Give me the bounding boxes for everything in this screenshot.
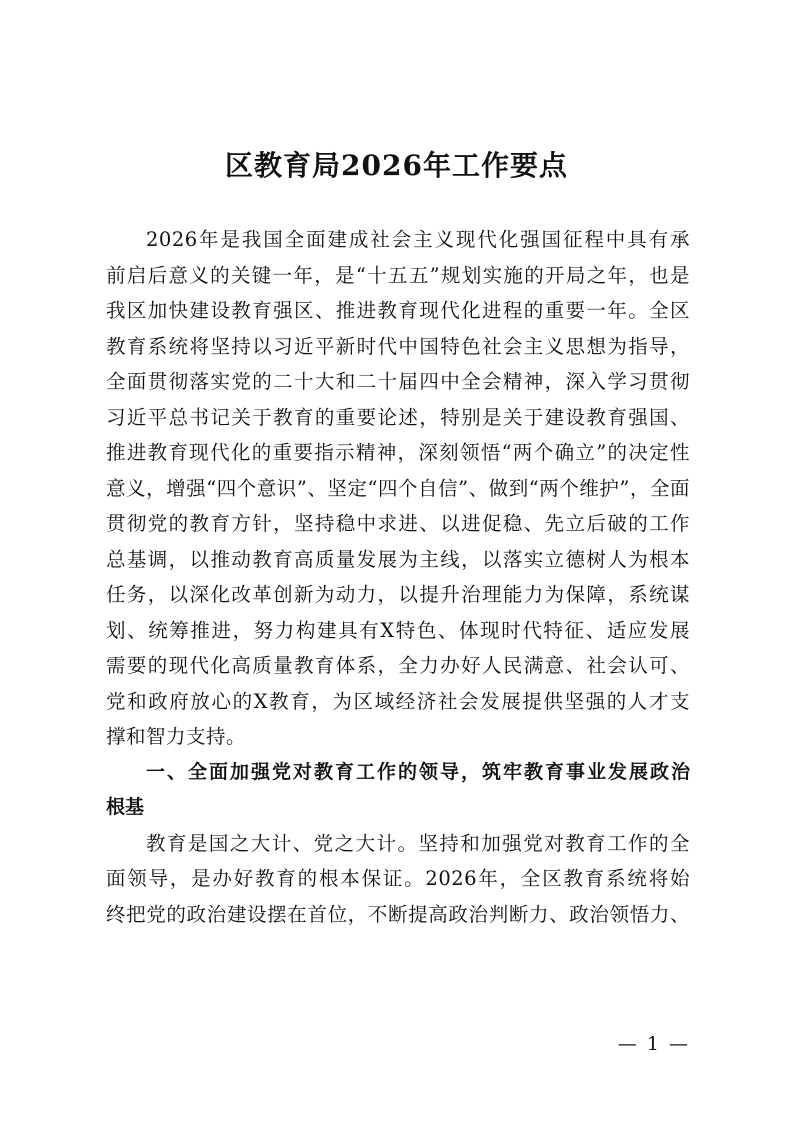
document-body (106, 222, 690, 932)
section-heading-line: 一、全面加强党对教育工作的领导，筑牢教育事业发展政治 (146, 760, 690, 783)
page-number: — 1 — (617, 1033, 690, 1055)
paragraph-line: 划、统筹推进，努力构建具有X特色、体现时代特征、适应发展 (106, 618, 690, 642)
paragraph-line: 习近平总书记关于教育的重要论述，特别是关于建设教育强国、 (106, 405, 690, 429)
paragraph-line: 总基调，以推动教育高质量发展为主线，以落实立德树人为根本 (106, 547, 690, 571)
paragraph-line: 党和政府放心的X教育，为区域经济社会发展提供坚强的人才支 (106, 689, 690, 713)
section-1-paragraph (106, 826, 690, 933)
paragraph-line: 面领导，是办好教育的根本保证。2026年，全区教育系统将始 (106, 867, 690, 890)
paragraph-line: 贯彻党的教育方针，坚持稳中求进、以进促稳、先立后破的工作 (106, 512, 690, 535)
paragraph-line: 任务，以深化改革创新为动力，以提升治理能力为保障，系统谋 (106, 583, 690, 606)
paragraph-line: 教育是国之大计、党之大计。坚持和加强党对教育工作的全 (146, 831, 690, 855)
section-1-heading (106, 755, 690, 826)
intro-paragraph (106, 222, 690, 755)
paragraph-line: 撑和智力支持。 (106, 725, 247, 748)
paragraph-line: 我区加快建设教育强区、推进教育现代化进程的重要一年。全区 (106, 299, 690, 322)
paragraph-line: 终把党的政治建设摆在首位，不断提高政治判断力、政治领悟力、 (106, 902, 690, 926)
paragraph-line: 教育系统将坚持以习近平新时代中国特色社会主义思想为指导， (106, 334, 690, 358)
paragraph-line: 前启后意义的关键一年，是“十五五”规划实施的开局之年，也是 (106, 263, 690, 287)
document-title: 区教育局2026年工作要点 (225, 149, 568, 182)
section-heading-line: 根基 (106, 796, 145, 818)
paragraph-line: 全面贯彻落实党的二十大和二十届四中全会精神，深入学习贯彻 (106, 370, 690, 393)
paragraph-line: 推进教育现代化的重要指示精神，深刻领悟“两个确立”的决定性 (106, 441, 690, 464)
paragraph-line: 意义，增强“四个意识”、坚定“四个自信”、做到“两个维护”，全面 (106, 476, 690, 500)
paragraph-line: 需要的现代化高质量教育体系，全力办好人民满意、社会认可、 (106, 654, 690, 677)
paragraph-line: 2026年是我国全面建成社会主义现代化强国征程中具有承 (146, 228, 690, 251)
